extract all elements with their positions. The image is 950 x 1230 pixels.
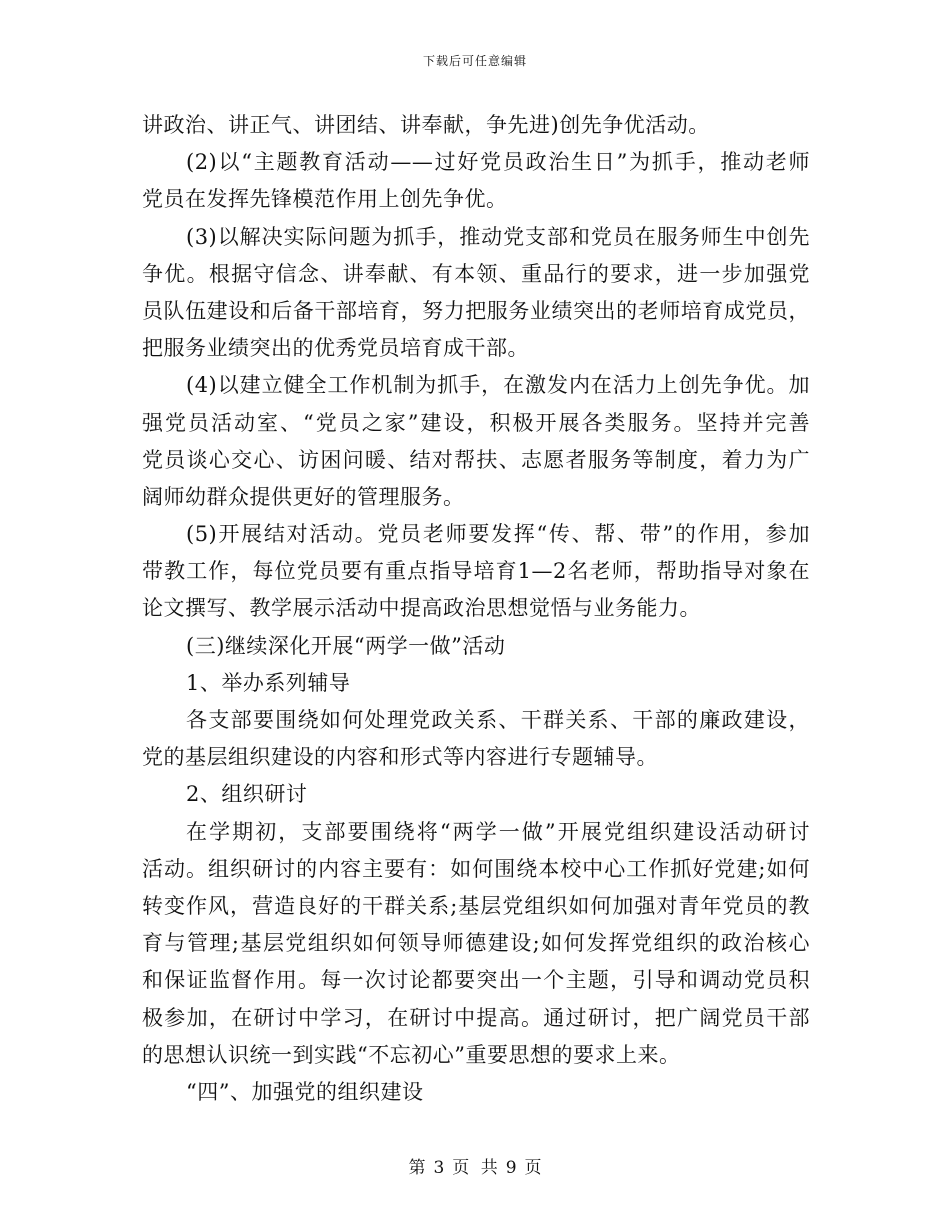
- text-line: 活动。组织研讨的内容主要有：如何围绕本校中心工作抓好党建;如何: [142, 856, 810, 881]
- text-line: 极参加，在研讨中学习，在研讨中提高。通过研讨，把广阔党员干部: [142, 1005, 810, 1030]
- text-line: 党员谈心交心、访困问暖、结对帮扶、志愿者服务等制度，着力为广: [142, 447, 810, 472]
- text-line: 的思想认识统一到实践“不忘初心”重要思想的要求上来。: [142, 1042, 681, 1067]
- text-line: 党员在发挥先锋模范作用上创先争优。: [142, 187, 508, 212]
- text-line: 把服务业绩突出的优秀党员培育成干部。: [142, 336, 529, 361]
- footer-total-pages: 9: [505, 1158, 517, 1178]
- text-line: (2)以“主题教育活动——过好党员政治生日”为抓手，推动老师: [186, 150, 810, 175]
- text-line: “四”、加强党的组织建设: [186, 1079, 424, 1104]
- text-line: (5)开展结对活动。党员老师要发挥“传、帮、带”的作用，参加: [186, 522, 810, 547]
- text-line: (3)以解决实际问题为抓手，推动党支部和党员在服务师生中创先: [186, 224, 810, 249]
- text-line: 党的基层组织建设的内容和形式等内容进行专题辅导。: [142, 745, 658, 770]
- text-line: (三)继续深化开展“两学一做”活动: [186, 633, 506, 658]
- text-line: 育与管理;基层党组织如何领导师德建设;如何发挥党组织的政治核心: [142, 931, 810, 956]
- footer-middle: 页 共: [452, 1158, 498, 1178]
- text-line: 讲政治、讲正气、讲团结、讲奉献，争先进)创先争优活动。: [142, 113, 710, 137]
- text-line: 2、组织研讨: [186, 782, 308, 807]
- document-body: [142, 107, 810, 1111]
- text-line: 转变作风，营造良好的干群关系;基层党组织如何加强对青年党员的教: [142, 893, 810, 918]
- text-line: 员队伍建设和后备干部培育，努力把服务业绩突出的老师培育成党员，: [142, 298, 810, 323]
- text-line: 阔师幼群众提供更好的管理服务。: [142, 484, 465, 509]
- text-line: 1、举办系列辅导: [186, 670, 351, 695]
- text-line: 带教工作，每位党员要有重点指导培育1—2名老师，帮助指导对象在: [142, 559, 810, 584]
- footer-suffix: 页: [524, 1158, 542, 1178]
- text-line: (4)以建立健全工作机制为抓手，在激发内在活力上创先争优。加: [186, 373, 810, 398]
- text-line: 各支部要围绕如何处理党政关系、干群关系、干部的廉政建设，: [186, 708, 810, 732]
- text-line: 在学期初，支部要围绕将“两学一做”开展党组织建设活动研讨: [186, 819, 810, 844]
- page-header: 下载后可任意编辑: [422, 54, 527, 68]
- footer-current-page: 3: [433, 1158, 445, 1178]
- footer-prefix: 第: [408, 1158, 426, 1178]
- text-line: 争优。根据守信念、讲奉献、有本领、重品行的要求，进一步加强党: [142, 261, 810, 286]
- text-line: 和保证监督作用。每一次讨论都要突出一个主题，引导和调动党员积: [142, 968, 810, 993]
- text-line: 论文撰写、教学展示活动中提高政治思想觉悟与业务能力。: [142, 596, 701, 621]
- text-line: 强党员活动室、“党员之家”建设，积极开展各类服务。坚持并完善: [142, 410, 810, 435]
- page-footer: [0, 1153, 950, 1178]
